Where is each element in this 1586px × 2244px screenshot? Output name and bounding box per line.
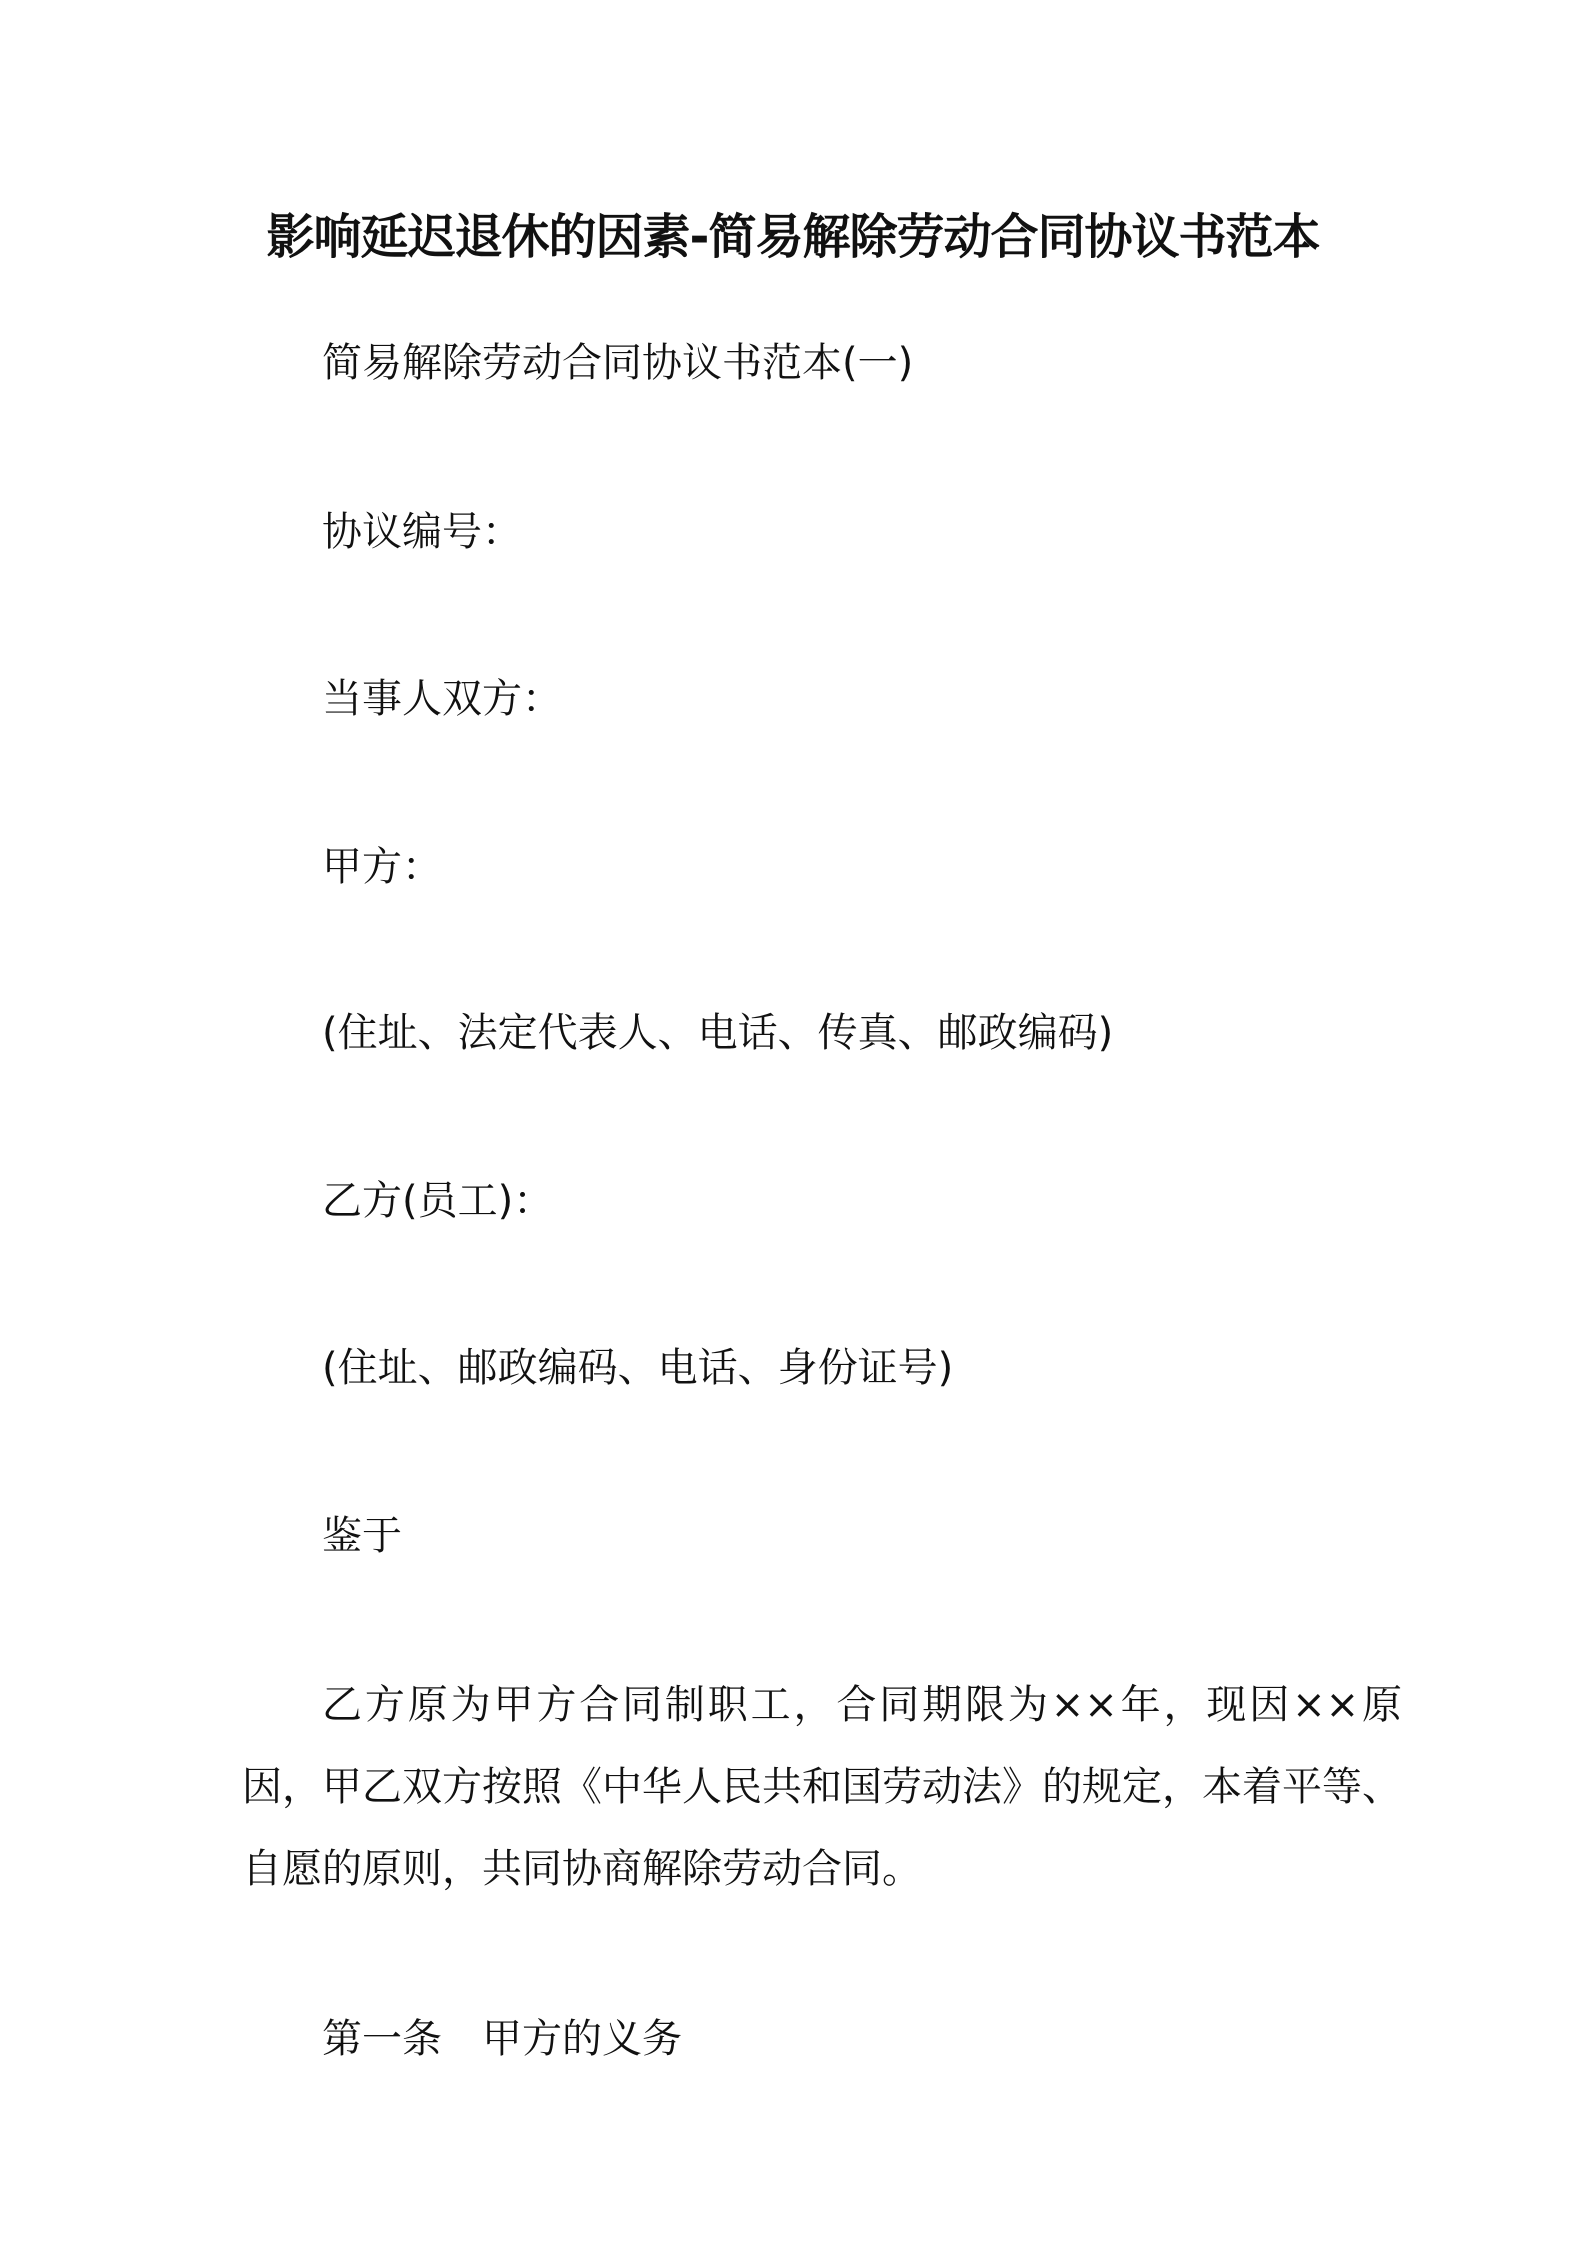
- agreement-subtitle: 简易解除劳动合同协议书范本(一): [322, 340, 914, 386]
- recital-paragraph: 乙方原为甲方合同制职工，合同期限为××年，现因××原因，甲乙双方按照《中华人民共和国劳动法》的规定，本着平等、自愿的原则，共同协商解除劳动合同。: [242, 1682, 1402, 1892]
- article-one-heading: [322, 2012, 682, 2066]
- agreement-number-label: 协议编号：: [322, 509, 522, 555]
- party-a-details: (住址、法定代表人、电话、传真、邮政编码): [322, 1010, 1114, 1056]
- article-number: 第一条: [322, 2016, 442, 2062]
- parties-label: 当事人双方：: [322, 676, 562, 722]
- party-a-label: 甲方：: [322, 844, 442, 890]
- party-b-details: (住址、邮政编码、电话、身份证号): [322, 1345, 954, 1391]
- article-title: 甲方的义务: [482, 2016, 682, 2062]
- document-title: 影响延迟退休的因素-简易解除劳动合同协议书范本: [266, 209, 1320, 265]
- whereas-label: 鉴于: [322, 1513, 402, 1559]
- party-b-label: 乙方(员工)：: [322, 1178, 554, 1224]
